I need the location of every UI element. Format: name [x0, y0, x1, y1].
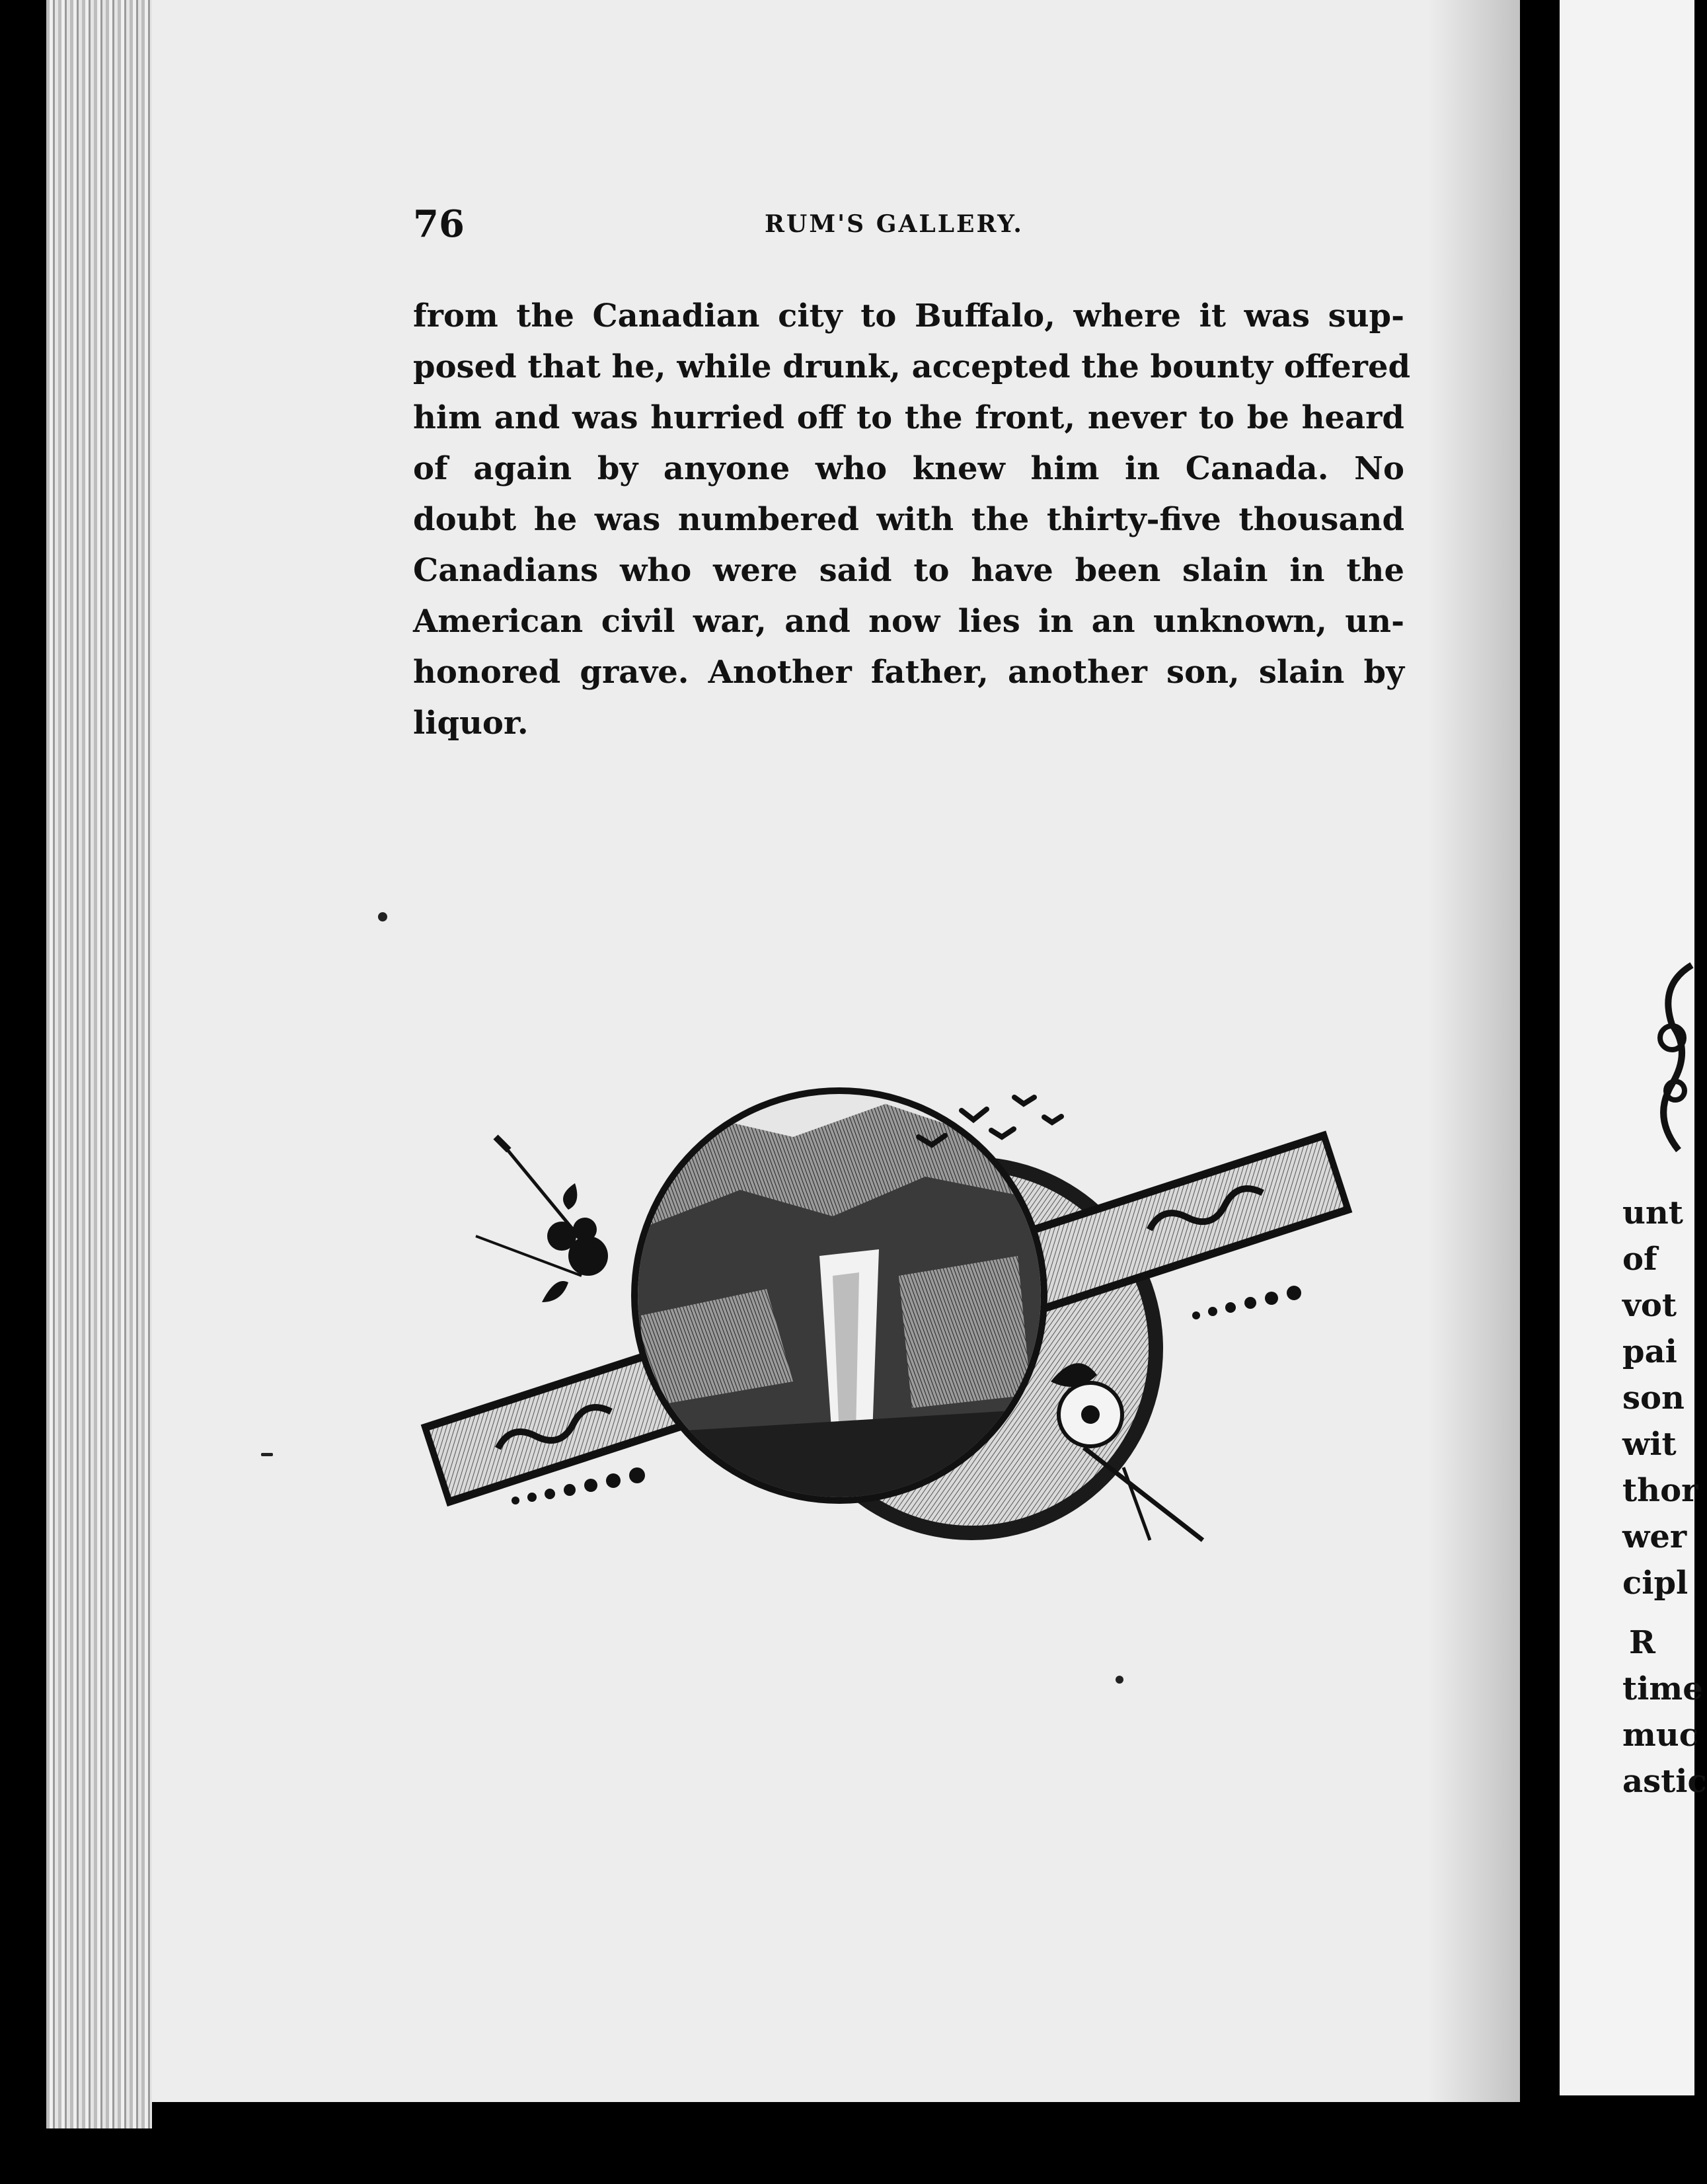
scan-speck: [261, 1453, 273, 1456]
text-line: American civil war, and now lies in an unknown, un-: [413, 603, 1404, 640]
page-number: 76: [413, 202, 465, 246]
text-line: from the Canadian city to Buffalo, where it was sup-: [413, 297, 1404, 334]
ornament-icon: [1652, 958, 1705, 1157]
right-text-line: vot: [1622, 1287, 1677, 1324]
running-head: [413, 202, 1404, 255]
right-text-line: wit: [1622, 1426, 1677, 1463]
book-page-edges: [46, 0, 152, 2128]
right-text-line: of: [1622, 1241, 1657, 1278]
right-text-line: astic: [1622, 1763, 1707, 1800]
gutter-shadow: [1427, 0, 1520, 2102]
text-line: him and was hurried off to the front, never to be heard: [413, 399, 1404, 436]
right-page: [1560, 0, 1707, 2095]
scan-speck: [378, 912, 387, 921]
text-line: honored grave. Another father, another son, slain by: [413, 654, 1404, 691]
right-text-line: unt: [1622, 1194, 1683, 1231]
landscape-vignette-icon: [423, 1038, 1361, 1553]
scan-speck: [1116, 1676, 1123, 1684]
right-text-line: thor: [1622, 1472, 1698, 1509]
text-line: doubt he was numbered with the thirty-five thousand: [413, 501, 1404, 538]
right-text-line: cipl: [1622, 1565, 1688, 1602]
right-text-line: R: [1629, 1624, 1655, 1661]
text-line: Canadians who were said to have been slain in the: [413, 552, 1404, 589]
right-text-line: time: [1622, 1670, 1703, 1707]
text-line: liquor.: [413, 705, 529, 742]
book-spine-gap: [1520, 0, 1560, 2184]
text-line: posed that he, while drunk, accepted the bounty offered: [413, 348, 1411, 385]
right-text-line: pai: [1622, 1333, 1677, 1370]
body-text: [413, 291, 1411, 749]
right-text-line: muc: [1622, 1717, 1698, 1754]
right-text-line: wer: [1622, 1518, 1687, 1555]
text-line: of again by anyone who knew him in Canada. No: [413, 450, 1404, 487]
running-title: RUM'S GALLERY.: [765, 210, 1024, 238]
right-text-line: son: [1622, 1380, 1685, 1417]
